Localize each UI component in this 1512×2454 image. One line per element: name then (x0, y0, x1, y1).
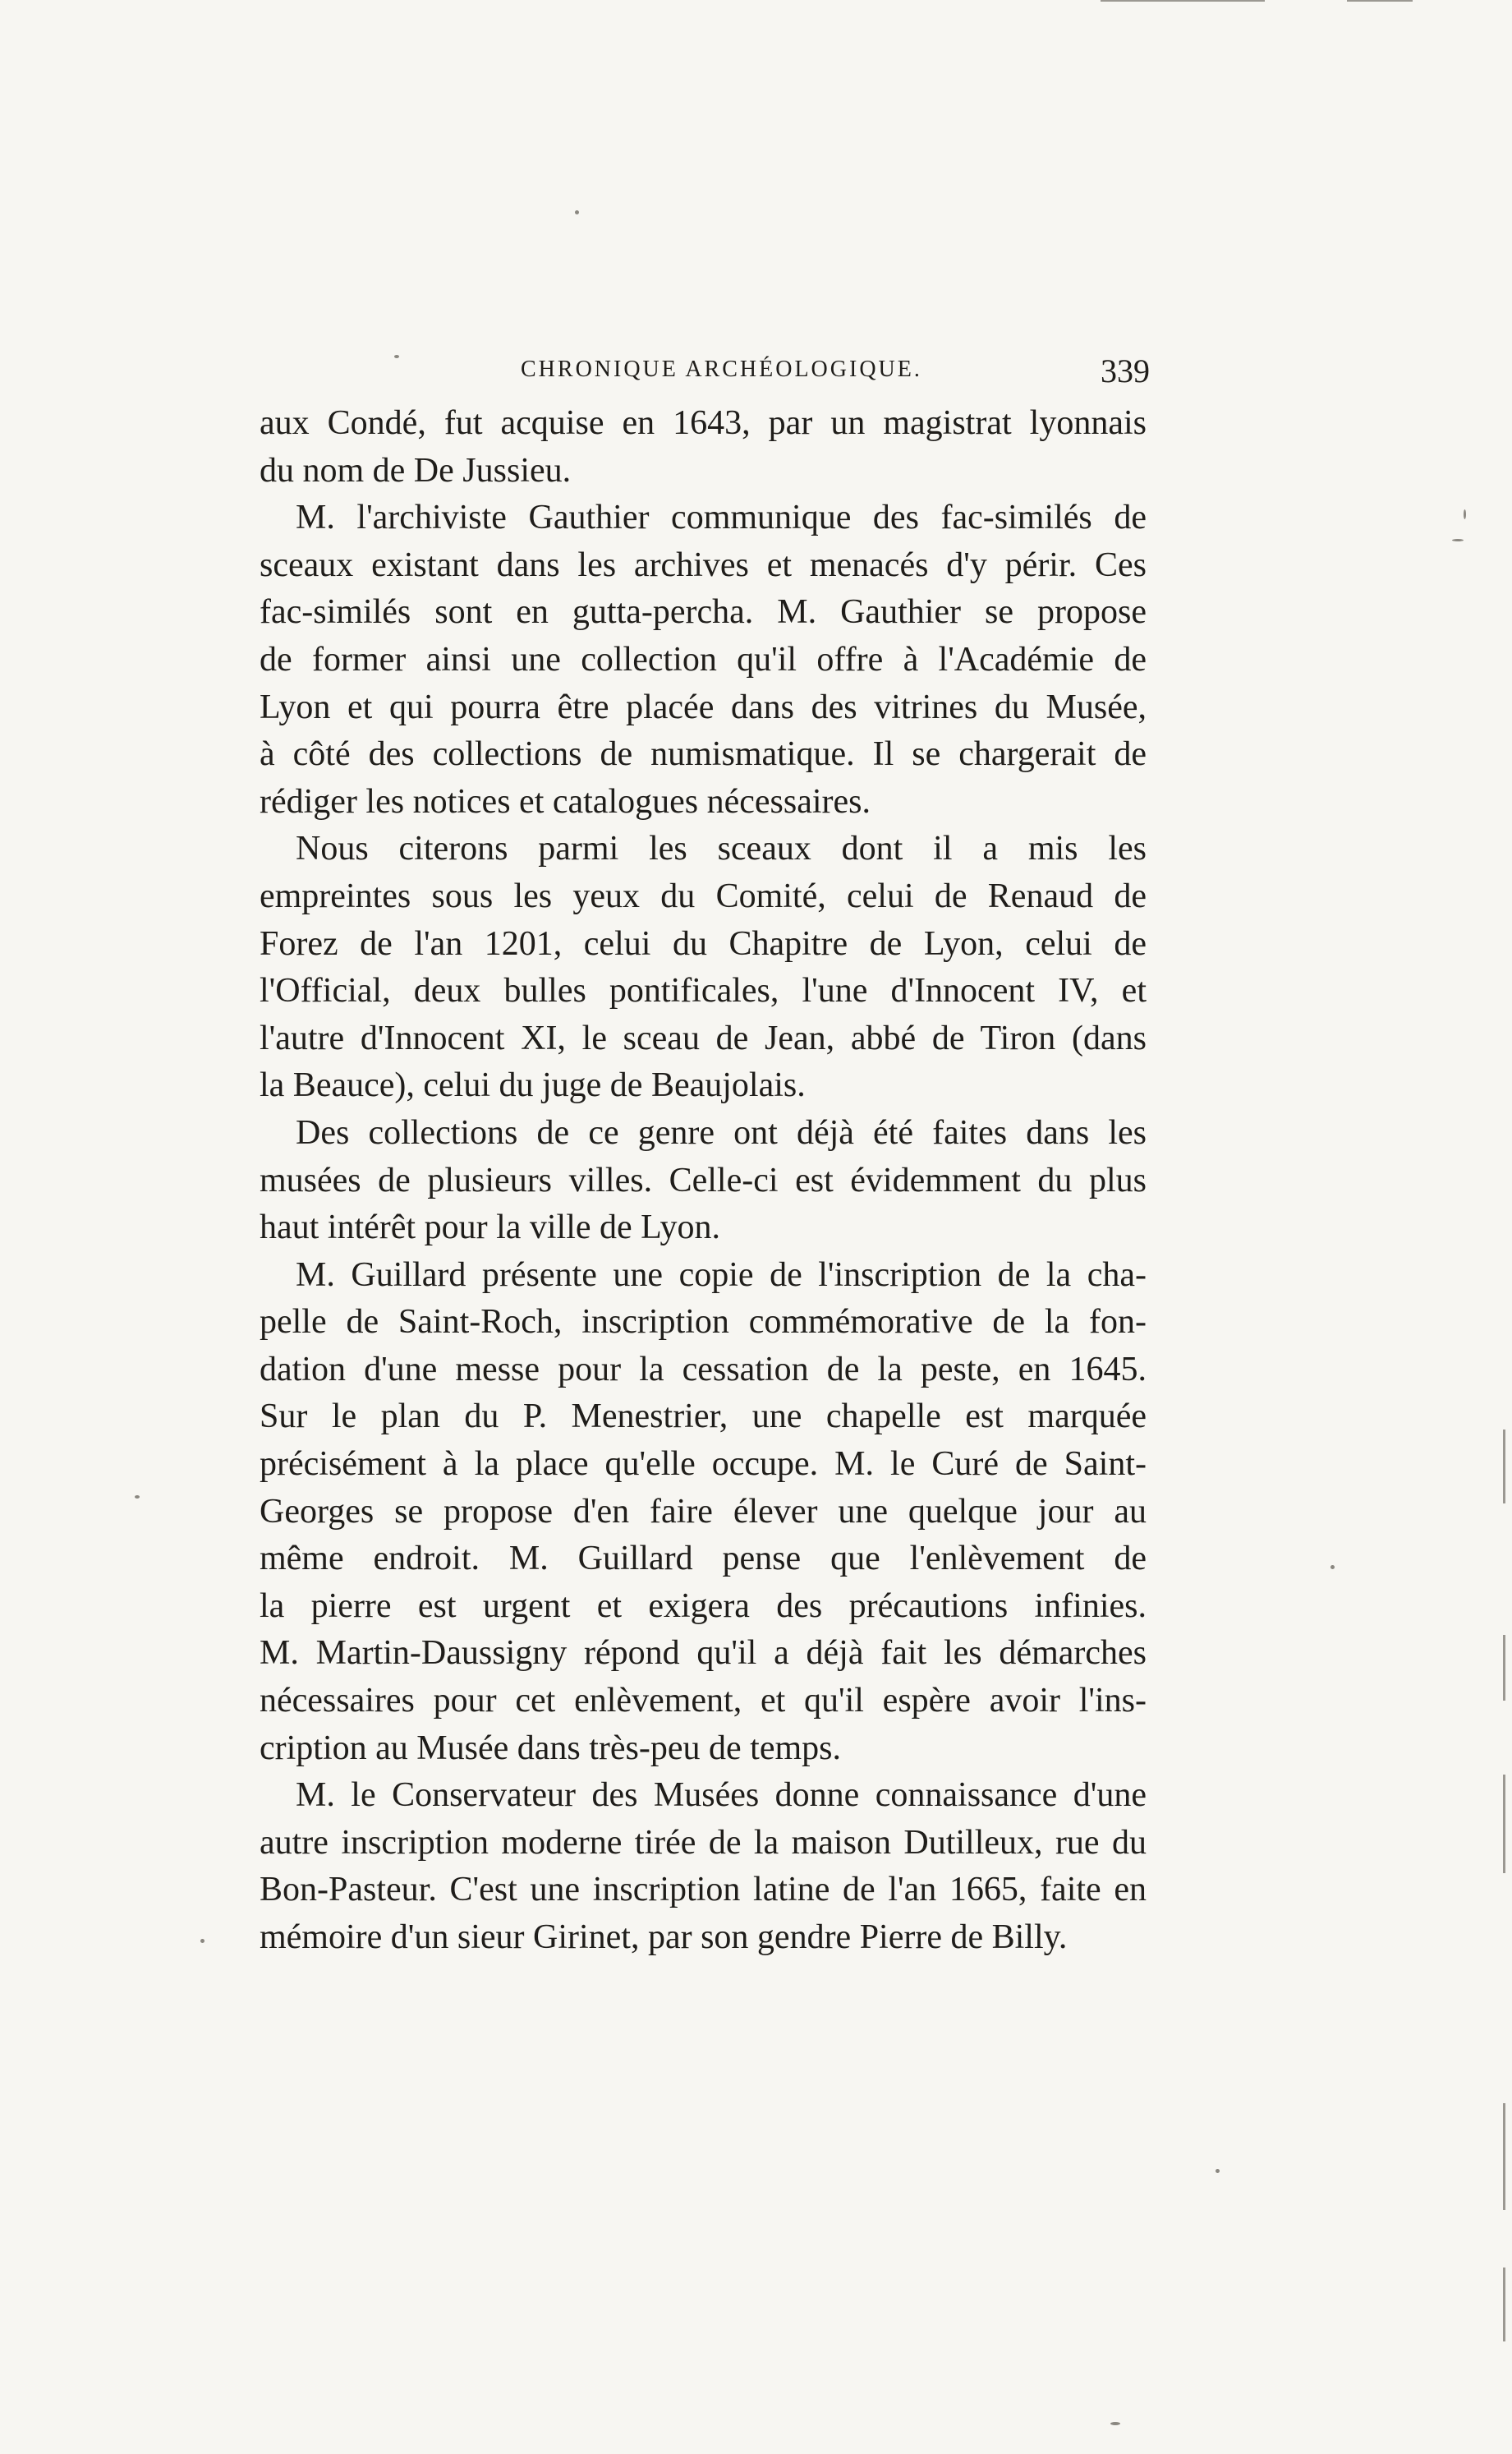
text-line: précisément à la place qu'elle occupe. M. le Curé de Saint- (260, 1445, 1147, 1484)
text-line: même endroit. M. Guillard pense que l'enlèvement de (260, 1540, 1147, 1578)
scan-speck (1452, 539, 1464, 541)
text-line: Georges se propose d'en faire élever une quelque jour au (260, 1492, 1147, 1531)
text-line: dation d'une messe pour la cessation de la peste, en 1645. (260, 1350, 1147, 1388)
text-line: M. l'archiviste Gauthier communique des fac-similés de (296, 499, 1147, 537)
margin-mark (1503, 1635, 1505, 1701)
text-line: Lyon et qui pourra être placée dans des vitrines du Musée, (260, 688, 1147, 726)
body-text (260, 400, 1147, 1962)
text-line: cription au Musée dans très-peu de temps. (260, 1729, 841, 1767)
running-title: CHRONIQUE ARCHÉOLOGIQUE. (521, 357, 922, 382)
text-line: musées de plusieurs villes. Celle-ci est évidemment du plus (260, 1161, 1147, 1199)
scan-speck (135, 1495, 140, 1499)
text-line: M. Martin-Daussigny répond qu'il a déjà fait les démarches (260, 1634, 1147, 1673)
running-head (509, 352, 1150, 393)
text-line: mémoire d'un sieur Girinet, par son gendre Pierre de Billy. (260, 1918, 1068, 1956)
margin-mark (1101, 0, 1265, 2)
text-line: nécessaires pour cet enlèvement, et qu'il espère avoir l'ins- (260, 1682, 1147, 1720)
scan-speck (200, 1939, 205, 1943)
text-line: sceaux existant dans les archives et menacés d'y périr. Ces (260, 546, 1147, 584)
scan-speck (1110, 2422, 1120, 2425)
text-line: haut intérêt pour la ville de Lyon. (260, 1209, 721, 1247)
scan-speck (575, 210, 579, 214)
text-line: la pierre est urgent et exigera des précautions infinies. (260, 1586, 1147, 1625)
scan-speck (394, 355, 399, 358)
text-line: autre inscription moderne tirée de la maison Dutilleux, rue du (260, 1823, 1147, 1862)
margin-mark (1347, 0, 1413, 2)
text-line: du nom de De Jussieu. (260, 451, 572, 490)
margin-mark (1503, 2103, 1505, 2210)
text-line: fac-similés sont en gutta-percha. M. Gauthier se propose (260, 593, 1147, 632)
text-line: Forez de l'an 1201, celui du Chapitre de Lyon, celui de (260, 924, 1147, 963)
scan-speck (1216, 2169, 1220, 2173)
margin-mark (1503, 2268, 1505, 2341)
scan-speck (1330, 1565, 1335, 1569)
text-line: aux Condé, fut acquise en 1643, par un magistrat lyonnais (260, 404, 1147, 442)
page-number: 339 (1101, 352, 1150, 389)
text-line: M. le Conservateur des Musées donne connaissance d'une (296, 1776, 1147, 1815)
text-line: Sur le plan du P. Menestrier, une chapelle est marquée (260, 1397, 1147, 1436)
margin-mark (1503, 1775, 1505, 1873)
scan-speck (1464, 509, 1466, 519)
text-line: la Beauce), celui du juge de Beaujolais. (260, 1066, 806, 1105)
text-line: rédiger les notices et catalogues nécessaires. (260, 782, 871, 821)
text-line: pelle de Saint-Roch, inscription commémorative de la fon- (260, 1303, 1147, 1342)
text-line: à côté des collections de numismatique. Il se chargerait de (260, 735, 1147, 774)
text-line: l'Official, deux bulles pontificales, l'une d'Innocent IV, et (260, 972, 1147, 1011)
text-line: de former ainsi une collection qu'il offre à l'Académie de (260, 640, 1147, 679)
text-line: Bon-Pasteur. C'est une inscription latine de l'an 1665, faite en (260, 1871, 1147, 1909)
text-line: l'autre d'Innocent XI, le sceau de Jean, abbé de Tiron (dans (260, 1019, 1147, 1057)
text-line: Nous citerons parmi les sceaux dont il a mis les (296, 830, 1147, 868)
text-line: M. Guillard présente une copie de l'inscription de la cha- (296, 1255, 1147, 1294)
margin-mark (1503, 1430, 1505, 1503)
text-line: Des collections de ce genre ont déjà été faites dans les (296, 1113, 1147, 1152)
text-line: empreintes sous les yeux du Comité, celui de Renaud de (260, 877, 1147, 915)
